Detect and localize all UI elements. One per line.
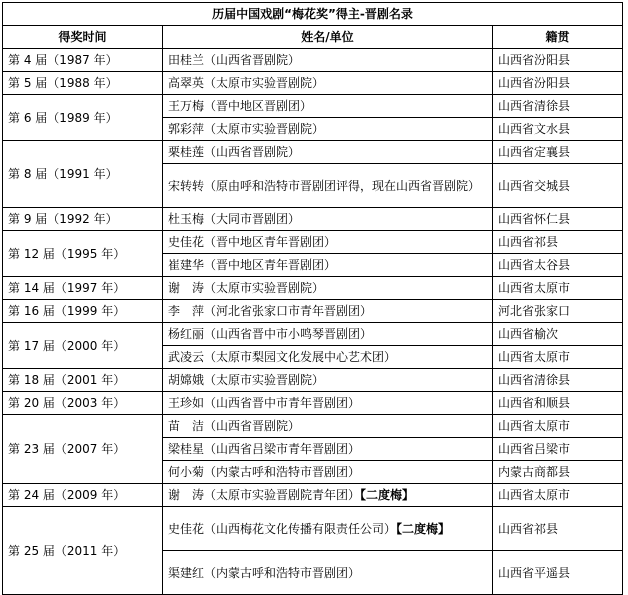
awards-table bbox=[2, 2, 623, 595]
winner-name: 渠建红（内蒙古呼和浩特市晋剧团） bbox=[168, 565, 361, 580]
table-row bbox=[3, 300, 623, 323]
winner-name-cell bbox=[163, 208, 493, 231]
winner-name: 苗 洁（山西省晋剧院） bbox=[168, 419, 301, 433]
origin-cell: 山西省汾阳县 bbox=[493, 49, 623, 72]
winner-name: 田桂兰（山西省晋剧院） bbox=[168, 53, 301, 67]
winner-name: 崔建华（晋中地区青年晋剧团） bbox=[168, 258, 337, 272]
origin-cell: 山西省平遥县 bbox=[493, 551, 623, 595]
winner-name-cell bbox=[163, 95, 493, 118]
table-body bbox=[3, 49, 623, 595]
winner-name: 谢 涛（太原市实验晋剧院青年团） bbox=[168, 488, 361, 502]
award-year-cell: 第 23 届（2007 年） bbox=[3, 415, 163, 484]
table-row bbox=[3, 415, 623, 438]
winner-name-cell bbox=[163, 141, 493, 164]
origin-cell: 山西省太谷县 bbox=[493, 254, 623, 277]
title-row bbox=[3, 3, 623, 26]
winner-name: 郭彩萍（太原市实验晋剧院） bbox=[168, 122, 325, 136]
winner-name-cell bbox=[163, 392, 493, 415]
winner-name-cell bbox=[163, 49, 493, 72]
winner-name-cell bbox=[163, 254, 493, 277]
table-row bbox=[3, 392, 623, 415]
origin-cell: 山西省祁县 bbox=[493, 231, 623, 254]
winner-name: 梁桂星（山西省吕梁市青年晋剧团） bbox=[168, 442, 361, 456]
origin-cell: 山西省怀仁县 bbox=[493, 208, 623, 231]
winner-name-cell bbox=[163, 300, 493, 323]
winner-name: 高翠英（太原市实验晋剧院） bbox=[168, 76, 325, 90]
award-year-cell: 第 16 届（1999 年） bbox=[3, 300, 163, 323]
winner-name-cell bbox=[163, 72, 493, 95]
table-row bbox=[3, 141, 623, 164]
table-row bbox=[3, 277, 623, 300]
table-row bbox=[3, 323, 623, 346]
award-year-cell: 第 12 届（1995 年） bbox=[3, 231, 163, 277]
second-award-badge: 【二度梅】 bbox=[360, 488, 415, 502]
table-row bbox=[3, 231, 623, 254]
table-row bbox=[3, 484, 623, 507]
winner-name: 宋转转（原由呼和浩特市晋剧团评得，现在山西省晋剧院） bbox=[168, 178, 481, 193]
table-row bbox=[3, 208, 623, 231]
origin-cell: 山西省文水县 bbox=[493, 118, 623, 141]
origin-cell: 山西省汾阳县 bbox=[493, 72, 623, 95]
winner-name: 王万梅（晋中地区晋剧团） bbox=[168, 99, 313, 113]
award-year-cell: 第 24 届（2009 年） bbox=[3, 484, 163, 507]
winner-name-cell bbox=[163, 507, 493, 551]
winner-name-cell bbox=[163, 369, 493, 392]
origin-cell: 山西省榆次 bbox=[493, 323, 623, 346]
winner-name-cell bbox=[163, 415, 493, 438]
winner-name: 杨红丽（山西省晋中市小鸣琴晋剧团） bbox=[168, 327, 373, 341]
header-origin: 籍贯 bbox=[493, 26, 623, 49]
award-year-cell: 第 8 届（1991 年） bbox=[3, 141, 163, 208]
winner-name: 谢 涛（太原市实验晋剧院） bbox=[168, 281, 325, 295]
winner-name: 李 萍（河北省张家口市青年晋剧团） bbox=[168, 304, 373, 318]
winner-name: 武凌云（太原市梨园文化发展中心艺术团） bbox=[168, 350, 397, 364]
award-year-cell: 第 20 届（2003 年） bbox=[3, 392, 163, 415]
winner-name: 史佳花（山西梅花文化传播有限责任公司） bbox=[168, 521, 397, 536]
awards-table-container bbox=[2, 2, 623, 595]
winner-name-cell bbox=[163, 461, 493, 484]
second-award-badge: 【二度梅】 bbox=[396, 521, 451, 536]
table-row bbox=[3, 95, 623, 118]
origin-cell: 内蒙古商都县 bbox=[493, 461, 623, 484]
origin-cell: 山西省太原市 bbox=[493, 484, 623, 507]
winner-name-cell bbox=[163, 118, 493, 141]
winner-name: 栗桂莲（山西省晋剧院） bbox=[168, 145, 301, 159]
winner-name-cell bbox=[163, 346, 493, 369]
winner-name-cell bbox=[163, 164, 493, 208]
award-year-cell: 第 4 届（1987 年） bbox=[3, 49, 163, 72]
award-year-cell: 第 14 届（1997 年） bbox=[3, 277, 163, 300]
winner-name-cell bbox=[163, 551, 493, 595]
origin-cell: 山西省太原市 bbox=[493, 415, 623, 438]
header-row bbox=[3, 26, 623, 49]
award-year-cell: 第 9 届（1992 年） bbox=[3, 208, 163, 231]
award-year-cell: 第 6 届（1989 年） bbox=[3, 95, 163, 141]
award-year-cell: 第 18 届（2001 年） bbox=[3, 369, 163, 392]
origin-cell: 山西省清徐县 bbox=[493, 95, 623, 118]
header-name: 姓名/单位 bbox=[163, 26, 493, 49]
header-year: 得奖时间 bbox=[3, 26, 163, 49]
winner-name: 胡嫦娥（太原市实验晋剧院） bbox=[168, 373, 325, 387]
origin-cell: 山西省太原市 bbox=[493, 346, 623, 369]
winner-name-cell bbox=[163, 231, 493, 254]
origin-cell: 山西省和顺县 bbox=[493, 392, 623, 415]
origin-cell: 山西省清徐县 bbox=[493, 369, 623, 392]
origin-cell: 河北省张家口 bbox=[493, 300, 623, 323]
table-row bbox=[3, 507, 623, 551]
table-row bbox=[3, 369, 623, 392]
award-year-cell: 第 17 届（2000 年） bbox=[3, 323, 163, 369]
origin-cell: 山西省交城县 bbox=[493, 164, 623, 208]
table-title: 历届中国戏剧“梅花奖”得主-晋剧名录 bbox=[3, 3, 623, 26]
winner-name-cell bbox=[163, 438, 493, 461]
winner-name-cell bbox=[163, 484, 493, 507]
award-year-cell: 第 25 届（2011 年） bbox=[3, 507, 163, 595]
award-year-cell: 第 5 届（1988 年） bbox=[3, 72, 163, 95]
origin-cell: 山西省祁县 bbox=[493, 507, 623, 551]
winner-name: 何小菊（内蒙古呼和浩特市晋剧团） bbox=[168, 465, 361, 479]
origin-cell: 山西省吕梁市 bbox=[493, 438, 623, 461]
origin-cell: 山西省太原市 bbox=[493, 277, 623, 300]
origin-cell: 山西省定襄县 bbox=[493, 141, 623, 164]
winner-name-cell bbox=[163, 277, 493, 300]
winner-name: 王珍如（山西省晋中市青年晋剧团） bbox=[168, 396, 361, 410]
winner-name: 史佳花（晋中地区青年晋剧团） bbox=[168, 235, 337, 249]
winner-name: 杜玉梅（大同市晋剧团） bbox=[168, 212, 301, 226]
table-row bbox=[3, 49, 623, 72]
winner-name-cell bbox=[163, 323, 493, 346]
table-row bbox=[3, 72, 623, 95]
